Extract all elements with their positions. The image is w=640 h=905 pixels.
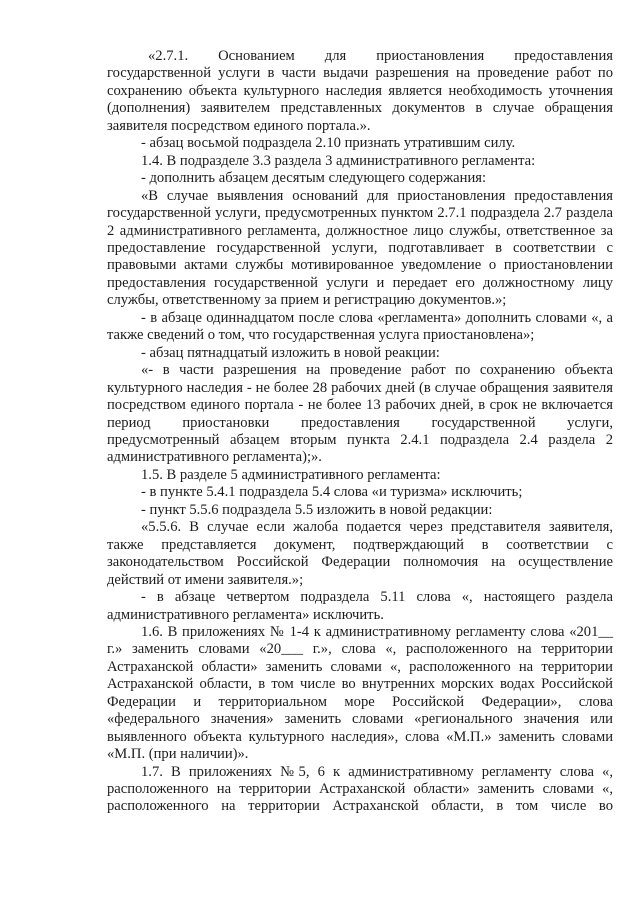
- paragraph-item: - в абзаце одиннадцатом после слова «регламента» дополнить словами «, а также сведений о том, что государственная услуга приостановлена»;: [107, 309, 613, 344]
- paragraph-item: - в абзаце четвертом подраздела 5.11 слова «, настоящего раздела административного регламента» исключить.: [107, 589, 613, 623]
- paragraph-quote: «- в части разрешения на проведение работ по сохранению объекта культурного наследия - не более 28 рабочих дней (в случае обращения заявителя посредством единого портала - не более 13 рабочих дней, в срок не включается период приостановки предоставления государственной услуги, предусмотренный абзацем вторым пункта 2.4.1 подраздела 2.4 раздела 2 административного регламента);».: [107, 362, 613, 466]
- paragraph-item: - дополнить абзацем десятым следующего содержания:: [141, 170, 487, 187]
- paragraph-quote: «5.5.6. В случае если жалоба подается через представителя заявителя, также представляется документ, подтверждающий в соответствии с законодательством Российской Федерации полномочия на осуществление действий от имени заявителя.»;: [107, 519, 613, 588]
- paragraph-quote: «В случае выявления оснований для приостановления предоставления государственной услуги, предусмотренных пунктом 2.7.1 подраздела 2.7 раздела 2 административного регламента, должностное лицо службы, ответственное за предоставление государственной услуги, подготавливает в соответствии с правовыми актами службы мотивированное уведомление о приостановлении предоставления государственной услуги и передает его должностному лицу службы, ответственному за прием и регистрацию документов.»;: [107, 187, 613, 309]
- paragraph-section-1-7: 1.7. В приложениях №5, 6 к административному регламенту слова «, расположенного на территории Астраханской области» заменить словами «, расположенного на территории Астраханской области, в том числе во: [107, 763, 613, 815]
- paragraph-item: - в пункте 5.4.1 подраздела 5.4 слова «и туризма» исключить;: [141, 484, 523, 501]
- paragraph-item: - абзац пятнадцатый изложить в новой реакции:: [141, 344, 440, 361]
- paragraph-item: - абзац восьмой подраздела 2.10 признать утратившим силу.: [141, 135, 516, 152]
- paragraph-section-1-6: 1.6. В приложениях № 1-4 к административному регламенту слова «201__ г.» заменить словами «20___ г.», слова «, расположенного на территории Астраханской области» заменить словами «, расположенного на территории Астраханской области, в том числе во внутренних морских водах Российской Федерации и территориальном море Российской Федерации», слова «федерального значения» заменить словами «регионального значения или выявленного объекта культурного наследия», слова «М.П.» заменить словами «М.П. (при наличии)».: [107, 623, 613, 763]
- paragraph-section-1-5: 1.5. В разделе 5 административного регламента:: [141, 466, 441, 483]
- paragraph-2-7-1: «2.7.1. Основанием для приостановления предоставления государственной услуги в части выдачи разрешения на проведение работ по сохранению объекта культурного наследия является необходимость уточнения (дополнения) заявителем представленных документов в случае обращения заявителя посредством единого портала.».: [107, 48, 613, 134]
- paragraph-item: - пункт 5.5.6 подраздела 5.5 изложить в новой редакции:: [141, 501, 493, 518]
- document-body: [107, 48, 613, 816]
- paragraph-section-1-4: 1.4. В подразделе 3.3 раздела 3 административного регламента:: [141, 152, 536, 169]
